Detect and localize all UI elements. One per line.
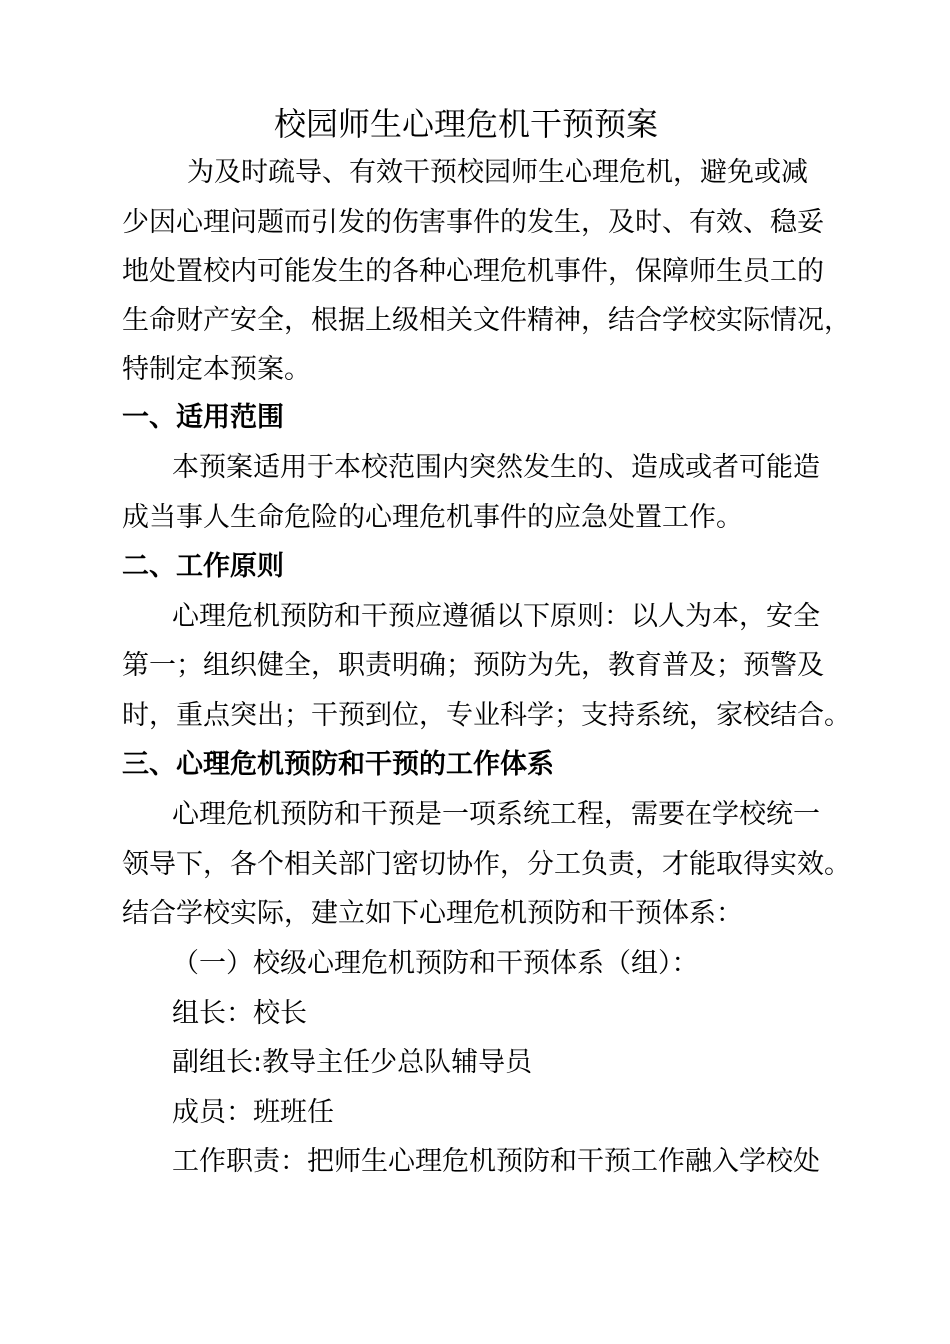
intro-line: 生命财产安全，根据上级相关文件精神，结合学校实际情况， xyxy=(122,305,851,336)
intro-line: 少因心理问题而引发的伤害事件的发生，及时、有效、稳妥 xyxy=(122,207,824,238)
intro-line: 特制定本预案。 xyxy=(122,354,311,385)
section-heading-system: 三、心理危机预防和干预的工作体系 xyxy=(122,749,554,780)
paragraph-line: 结合学校实际，建立如下心理危机预防和干预体系： xyxy=(122,898,743,929)
page-title: 校园师生心理危机干预预案 xyxy=(274,105,659,143)
subsection-heading: （一）校级心理危机预防和干预体系（组）： xyxy=(172,948,699,979)
group-members: 成员：班班任 xyxy=(172,1097,334,1128)
group-duties: 工作职责：把师生心理危机预防和干预工作融入学校处 xyxy=(172,1146,820,1177)
paragraph-line: 心理危机预防和干预是一项系统工程，需要在学校统一 xyxy=(172,799,820,830)
group-leader: 组长：校长 xyxy=(172,998,307,1029)
group-deputy: 副组长:教导主任少总队辅导员 xyxy=(172,1047,533,1078)
section-heading-principles: 二、工作原则 xyxy=(122,551,284,582)
paragraph-line: 心理危机预防和干预应遵循以下原则：以人为本，安全 xyxy=(172,601,820,632)
paragraph-line: 领导下，各个相关部门密切协作，分工负责，才能取得实效。 xyxy=(122,849,851,880)
paragraph-line: 成当事人生命危险的心理危机事件的应急处置工作。 xyxy=(122,502,743,533)
paragraph-line: 时，重点突出；干预到位，专业科学；支持系统，家校结合。 xyxy=(122,700,851,731)
paragraph-line: 第一；组织健全，职责明确；预防为先，教育普及；预警及 xyxy=(122,650,824,681)
section-heading-scope: 一、适用范围 xyxy=(122,402,284,433)
paragraph-line: 本预案适用于本校范围内突然发生的、造成或者可能造 xyxy=(172,452,820,483)
intro-line: 为及时疏导、有效干预校园师生心理危机，避免或减 xyxy=(187,157,808,188)
intro-line: 地处置校内可能发生的各种心理危机事件，保障师生员工的 xyxy=(122,256,824,287)
